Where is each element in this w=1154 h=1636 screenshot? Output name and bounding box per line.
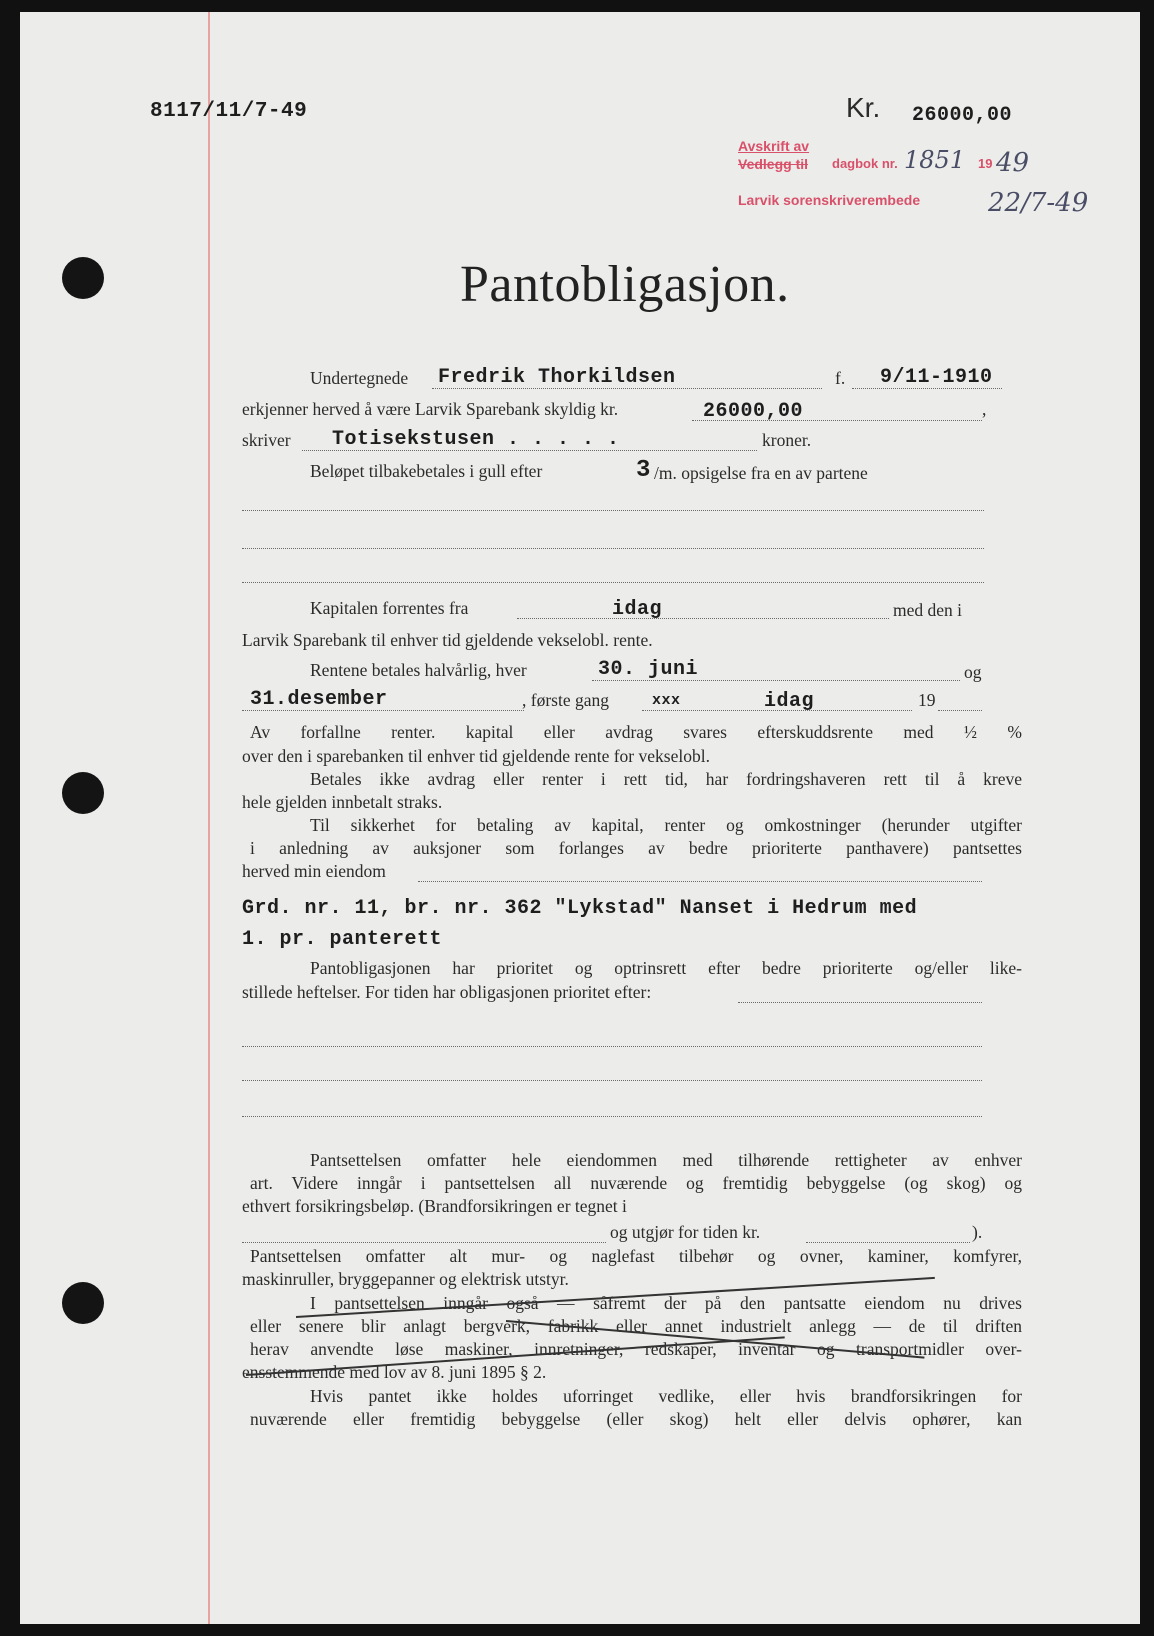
first-payment-text: , første gang xyxy=(522,690,609,710)
document-page xyxy=(20,12,1140,1624)
margin-line xyxy=(208,12,210,1624)
paragraph-line: nuværende eller fremtidig bebyggelse (eller skog) helt eller delvis ophører, kan xyxy=(250,1409,1022,1429)
stamp-line2: dagbok nr. xyxy=(832,156,898,171)
paragraph-line: i anledning av auksjoner som forlanges av bedre prioriterte panthavere) pantsettes xyxy=(250,838,1022,858)
comma: , xyxy=(982,399,987,419)
kr-amount: 26000,00 xyxy=(912,104,1013,127)
paragraph-line: art. Videre inngår i pantsettelsen all nuværende og fremtidig bebyggelse (og skog) og xyxy=(250,1173,1022,1193)
handwritten-diary-number: 1851 xyxy=(904,146,966,174)
og-text: og xyxy=(964,662,982,682)
payment-date-2: 31.desember xyxy=(250,688,388,711)
notice-months: 3 xyxy=(636,457,651,484)
paragraph-line: ). xyxy=(972,1222,983,1242)
stamp-line3: Larvik sorenskriverembede xyxy=(738,192,921,208)
kr-label: Kr. xyxy=(846,92,881,123)
paragraph-line: Av forfallne renter. kapital eller avdrag svares efterskuddsrente med ½ % xyxy=(250,722,1022,742)
erkjenner-text: erkjenner herved å være Larvik Sparebank skyldig kr. xyxy=(242,399,619,419)
amount-in-words: Totisekstusen . . . . . xyxy=(332,428,620,451)
paragraph-line: eller senere blir anlagt bergverk, fabrikk eller annet industrielt anlegg — de til driften xyxy=(250,1316,1022,1336)
punch-hole xyxy=(62,1282,104,1324)
paragraph-line: Pantobligasjonen har prioritet og optrinsrett efter bedre prioriterte og/eller like- xyxy=(310,958,1022,978)
reference-number: 8117/11/7-49 xyxy=(150,100,308,123)
handwritten-date: 22/7-49 xyxy=(988,188,1089,218)
paragraph-line: stillede heftelser. For tiden har obligasjonen prioritet efter: xyxy=(242,982,652,1002)
paragraph-line: herav anvendte løse maskiner, innretninger, redskaper, inventar og transportmidler over- xyxy=(250,1339,1022,1359)
larvik-rate-text: Larvik Sparebank til enhver tid gjeldende vekselobl. rente. xyxy=(242,630,653,650)
undertegnede-label: Undertegnede xyxy=(310,368,409,388)
handwritten-year: 49 xyxy=(996,148,1030,178)
interest-from-text: Kapitalen forrentes fra xyxy=(310,598,469,618)
birth-date: 9/11-1910 xyxy=(880,366,993,389)
herved-text: herved min eiendom xyxy=(242,861,386,881)
kroner-label: kroner. xyxy=(762,430,812,450)
interest-payment-text: Rentene betales halvårlig, hver xyxy=(310,660,527,680)
debt-amount: 26000,00 xyxy=(703,400,804,423)
paragraph-line: Hvis pantet ikke holdes uforringet vedlike, eller hvis brandforsikringen for xyxy=(310,1386,1022,1406)
paragraph-line: I pantsettelsen inngår også — såfremt der på den pantsatte eiendom nu drives xyxy=(310,1293,1022,1313)
repayment-rest: /m. opsigelse fra en av partene xyxy=(654,463,868,483)
payment-date-1: 30. juni xyxy=(598,658,699,681)
paragraph-line: Til sikkerhet for betaling av kapital, renter og omkostninger (herunder utgifter xyxy=(310,815,1022,835)
paragraph-line: Pantsettelsen omfatter hele eiendommen med tilhørende rettigheter av enhver xyxy=(310,1150,1022,1170)
stamp-year: 19 xyxy=(978,156,993,171)
property-line-2: 1. pr. panterett xyxy=(242,928,443,951)
paragraph-line: og utgjør for tiden kr. xyxy=(610,1222,761,1242)
property-line-1: Grd. nr. 11, br. nr. 362 "Lykstad" Nanset i Hedrum med xyxy=(242,897,918,920)
punch-hole xyxy=(62,257,104,299)
document-title: Pantobligasjon. xyxy=(460,256,790,313)
punch-hole xyxy=(62,772,104,814)
paragraph-line: Pantsettelsen omfatter alt mur- og naglefast tilbehør og ovner, kaminer, komfyrer, xyxy=(250,1246,1022,1266)
stamp-line1a: Avskrift av xyxy=(738,138,810,154)
first-payment-date: idag xyxy=(764,690,815,713)
paragraph-line: maskinruller, bryggepanner og elektrisk utstyr. xyxy=(242,1269,569,1289)
skriver-label: skriver xyxy=(242,430,291,450)
f-label: f. xyxy=(835,368,846,388)
paragraph-line: ethvert forsikringsbeløp. (Brandforsikringen er tegnet i xyxy=(242,1196,627,1216)
paragraph-line: ensstemmende med lov av 8. juni 1895 § 2. xyxy=(242,1362,547,1382)
year-19: 19 xyxy=(918,690,936,710)
struck-text: xxx xyxy=(652,692,681,709)
paragraph-line: over den i sparebanken til enhver tid gjeldende rente for vekselobl. xyxy=(242,746,710,766)
paragraph-line: hele gjelden innbetalt straks. xyxy=(242,792,443,812)
med-den-i-text: med den i xyxy=(893,600,963,620)
debtor-name: Fredrik Thorkildsen xyxy=(438,366,676,389)
repayment-text: Beløpet tilbakebetales i gull efter xyxy=(310,461,543,481)
stamp-line1b: Vedlegg til xyxy=(738,156,809,172)
paragraph-line: Betales ikke avdrag eller renter i rett tid, har fordringshaveren rett til å kreve xyxy=(310,769,1022,789)
interest-from-date: idag xyxy=(612,598,663,621)
